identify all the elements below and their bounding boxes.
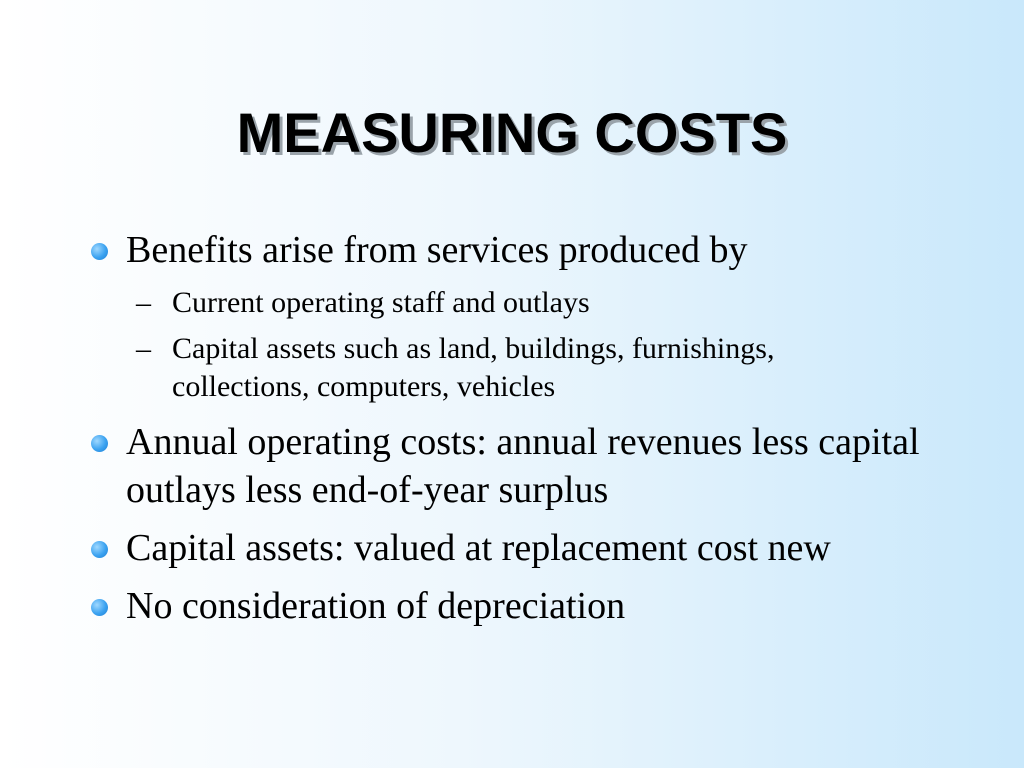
bullet-text: Benefits arise from services produced by [126, 229, 748, 271]
bullet-dot-icon [91, 435, 108, 452]
dash-icon: – [136, 332, 151, 365]
bullet-text: No consideration of depreciation [126, 585, 626, 627]
sub-bullet-item [90, 284, 940, 322]
bullet-item [90, 226, 940, 274]
bullet-item [90, 582, 940, 630]
sub-bullet-text: Current operating staff and outlays [172, 286, 590, 319]
bullet-item [90, 418, 940, 514]
bullet-dot-icon [91, 599, 108, 616]
dash-icon: – [136, 286, 151, 319]
bullet-dot-icon [91, 243, 108, 260]
bullet-dot-icon [91, 541, 108, 558]
sub-bullet-item [90, 330, 940, 406]
sub-bullet-text: Capital assets such as land, buildings, furnishings, collections, computers, vehicles [172, 332, 775, 403]
bullet-list [90, 226, 940, 640]
slide-title: MEASURING COSTS [236, 101, 788, 164]
bullet-text: Annual operating costs: annual revenues less capital outlays less end-of-year surplus [126, 421, 920, 511]
bullet-item [90, 524, 940, 572]
bullet-text: Capital assets: valued at replacement cost new [126, 527, 831, 569]
